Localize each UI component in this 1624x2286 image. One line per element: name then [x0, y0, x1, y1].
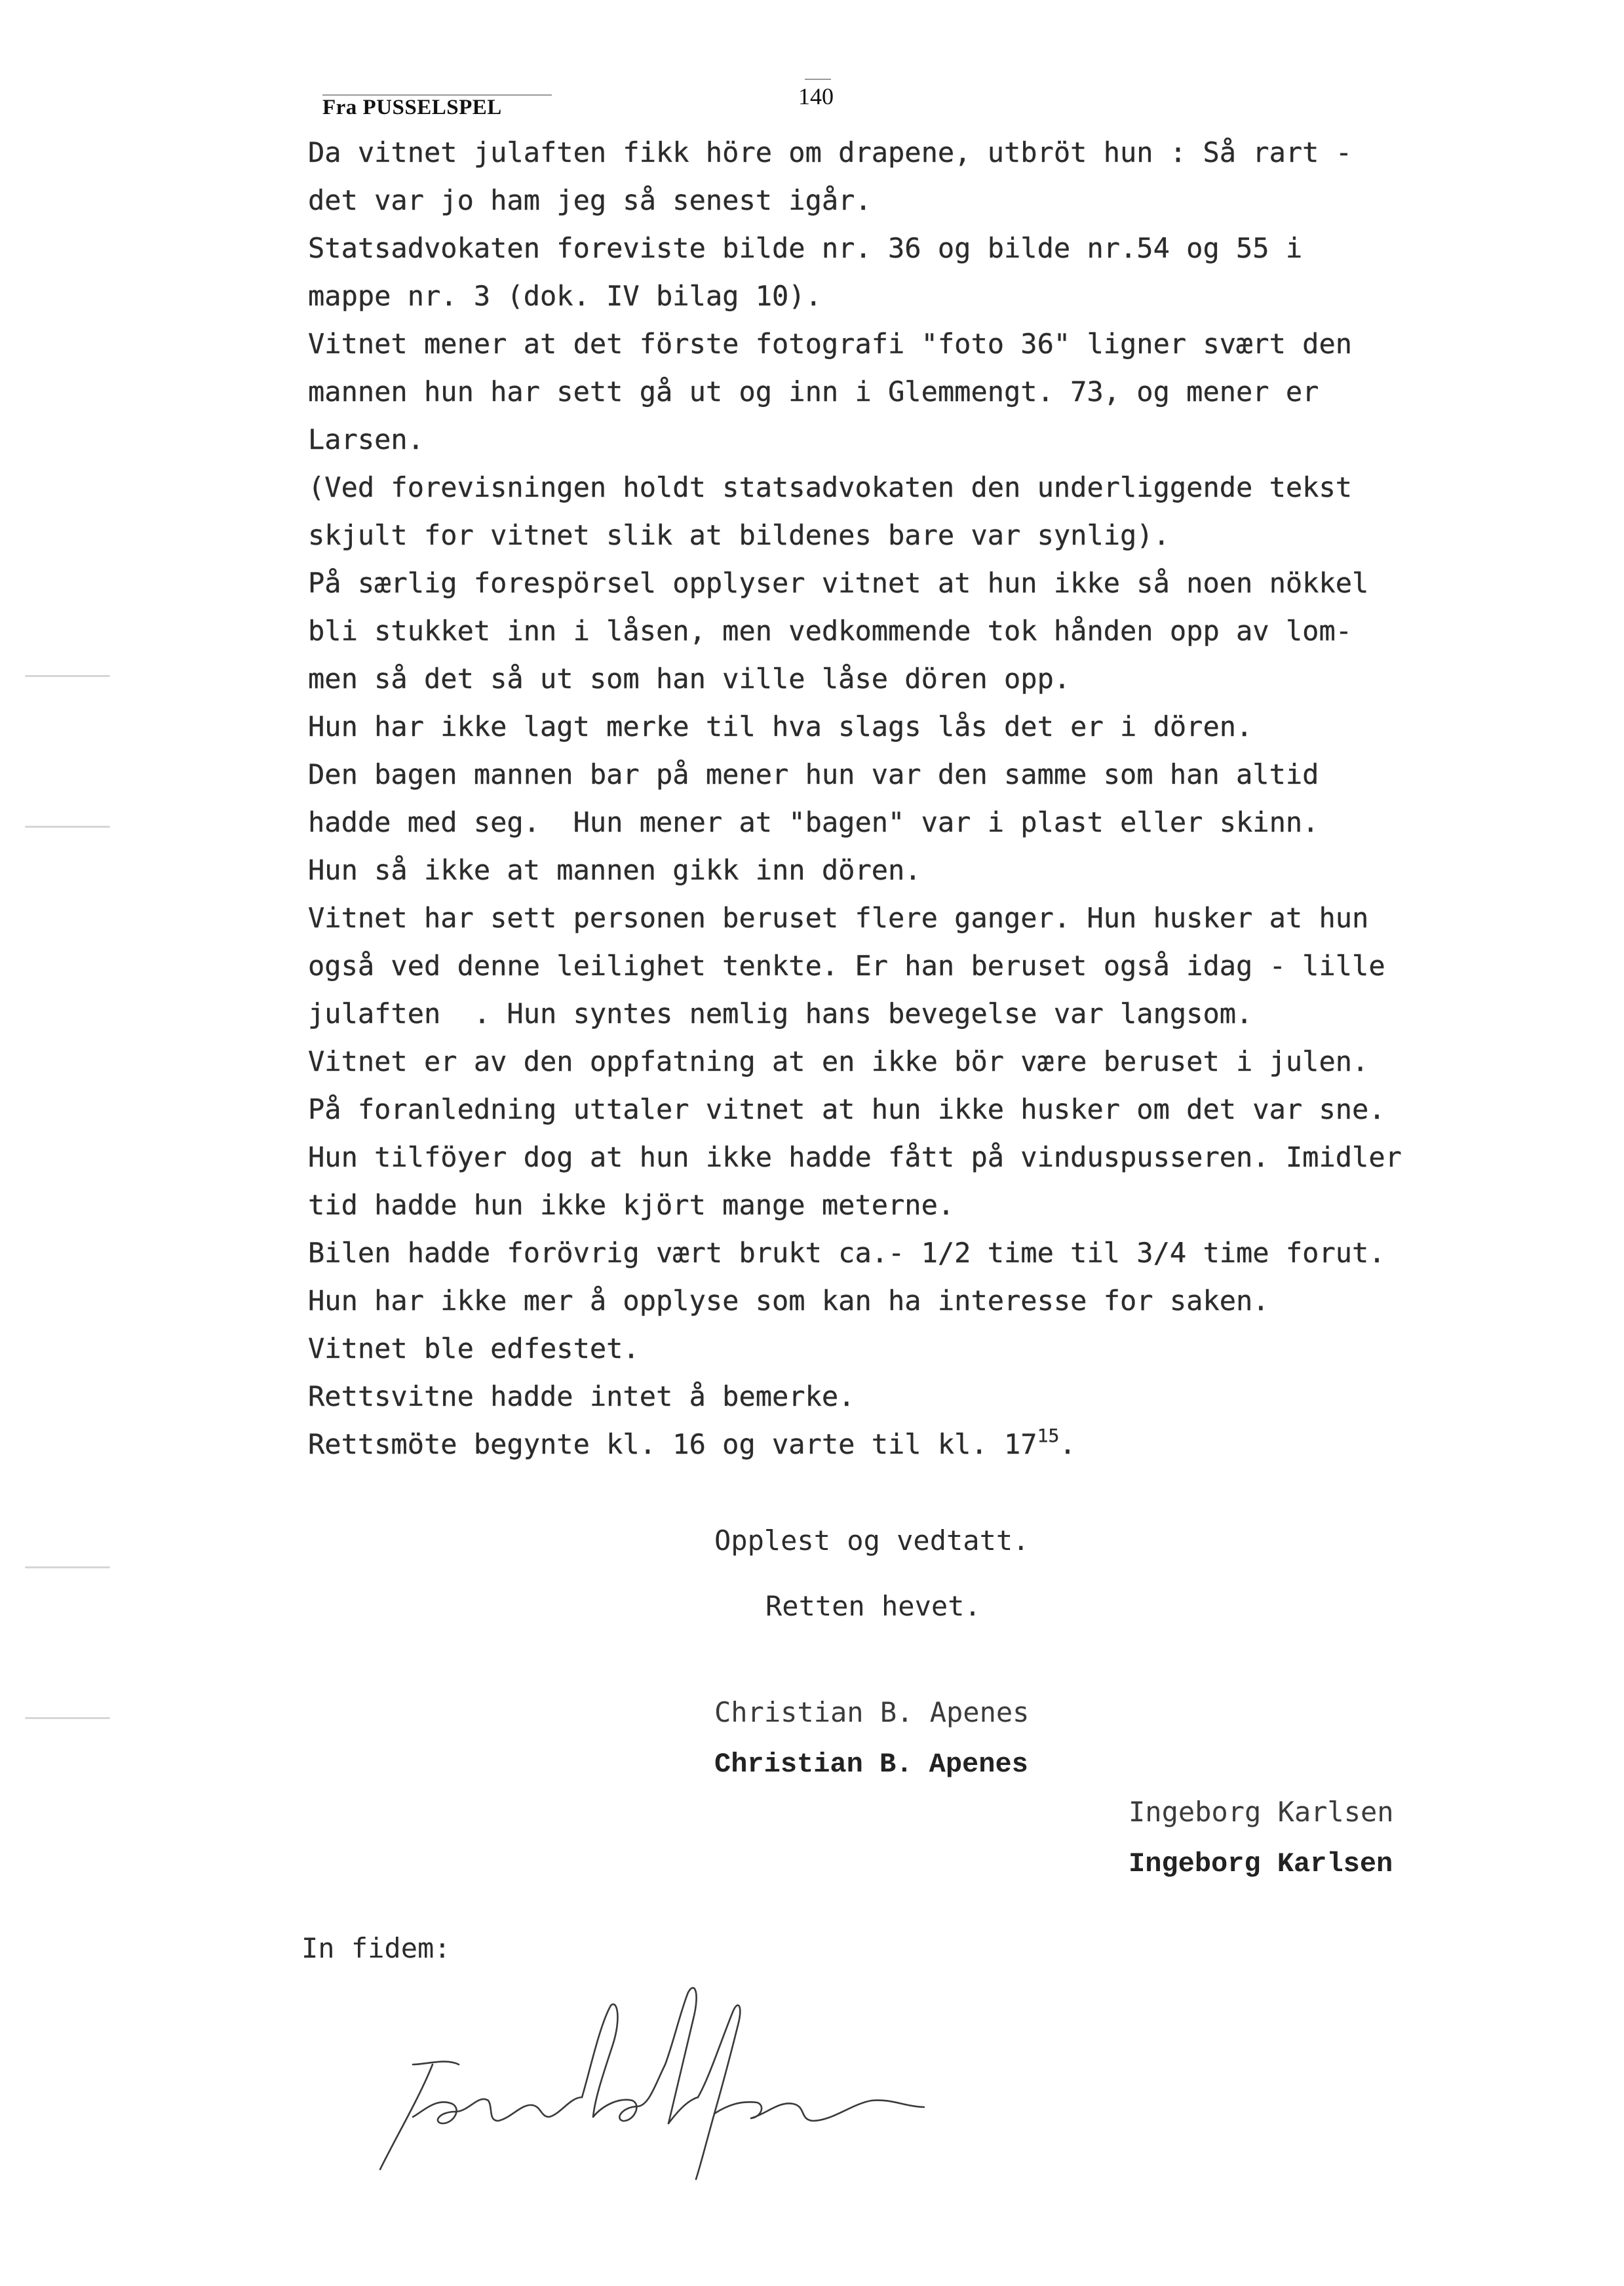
body-line: mannen hun har sett gå ut og inn i Glemmengt. 73, og mener er — [308, 376, 1319, 408]
body-line: også ved denne leilighet tenkte. Er han beruset også idag - lille — [308, 950, 1385, 982]
handwritten-signature — [374, 1966, 963, 2182]
body-line: bli stukket inn i låsen, men vedkommende tok hånden opp av lom- — [308, 615, 1353, 647]
apenes-signature: Christian B. Apenes — [714, 1749, 1028, 1780]
body-line: Bilen hadde forövrig vært brukt ca.- 1/2 time til 3/4 time forut. — [308, 1237, 1385, 1269]
body-line: På foranledning uttaler vitnet at hun ikke husker om det var sne. — [308, 1093, 1385, 1125]
body-line: skjult for vitnet slik at bildenes bare var synlig). — [308, 519, 1170, 551]
punch-hole-mark — [25, 1717, 110, 1719]
page-number-rule — [805, 79, 831, 80]
body-line: tid hadde hun ikke kjört mange meterne. — [308, 1189, 955, 1221]
karlsen-signature: Ingeborg Karlsen — [1129, 1848, 1393, 1880]
body-line: Vitnet har sett personen beruset flere ganger. Hun husker at hun — [308, 902, 1369, 934]
body-line: På særlig forespörsel opplyser vitnet at hun ikke så noen nökkel — [308, 567, 1369, 599]
read-approved-text: Opplest og vedtatt. — [714, 1524, 1030, 1557]
adjourn-minutes-superscript: 15 — [1037, 1425, 1060, 1446]
punch-hole-mark — [25, 1566, 110, 1568]
body-line: Hun har ikke lagt merke til hva slags lås det er i dören. — [308, 710, 1253, 743]
testimony-body — [308, 128, 1606, 1468]
body-line: hadde med seg. Hun mener at "bagen" var i plast eller skinn. — [308, 806, 1319, 838]
body-line: Vitnet er av den oppfatning at en ikke bör være beruset i julen. — [308, 1045, 1369, 1077]
body-line: Da vitnet julaften fikk höre om drapene, utbröt hun : Så rart - — [308, 136, 1353, 168]
body-line: Larsen. — [308, 423, 425, 455]
source-label: Fra PUSSELSPEL — [322, 96, 502, 119]
body-line: Statsadvokaten foreviste bilde nr. 36 og bilde nr.54 og 55 i — [308, 232, 1303, 264]
court-session-text: Rettsmöte begynte kl. 16 og varte til kl. 17 — [308, 1428, 1037, 1460]
court-session-line — [308, 1420, 1606, 1468]
punch-hole-mark — [25, 675, 110, 677]
punch-hole-mark — [25, 826, 110, 828]
apenes-typed-name: Christian B. Apenes — [714, 1696, 1030, 1728]
body-line: Vitnet mener at det förste fotografi "foto 36" ligner svært den — [308, 328, 1353, 360]
body-line: mappe nr. 3 (dok. IV bilag 10). — [308, 280, 822, 312]
body-line: Hun har ikke mer å opplyse som kan ha interesse for saken. — [308, 1285, 1269, 1317]
body-line: Rettsvitne hadde intet å bemerke. — [308, 1380, 855, 1412]
body-line: julaften . Hun syntes nemlig hans bevegelse var langsom. — [308, 998, 1253, 1030]
body-line: (Ved forevisningen holdt statsadvokaten den underliggende tekst — [308, 471, 1353, 503]
page-number: 140 — [798, 83, 834, 109]
body-line: Hun så ikke at mannen gikk inn dören. — [308, 854, 921, 886]
court-session-period: . — [1059, 1428, 1076, 1460]
body-line: Vitnet ble edfestet. — [308, 1332, 640, 1365]
body-line: Hun tilföyer dog at hun ikke hadde fått på vinduspusseren. Imidler — [308, 1141, 1402, 1173]
karlsen-typed-name: Ingeborg Karlsen — [1129, 1796, 1394, 1828]
body-line: men så det så ut som han ville låse dören opp. — [308, 663, 1071, 695]
body-line: det var jo ham jeg så senest igår. — [308, 184, 872, 216]
body-line: Den bagen mannen bar på mener hun var den samme som han altid — [308, 758, 1319, 790]
court-adjourned-text: Retten hevet. — [765, 1590, 981, 1622]
in-fidem-label: In fidem: — [301, 1932, 451, 1964]
